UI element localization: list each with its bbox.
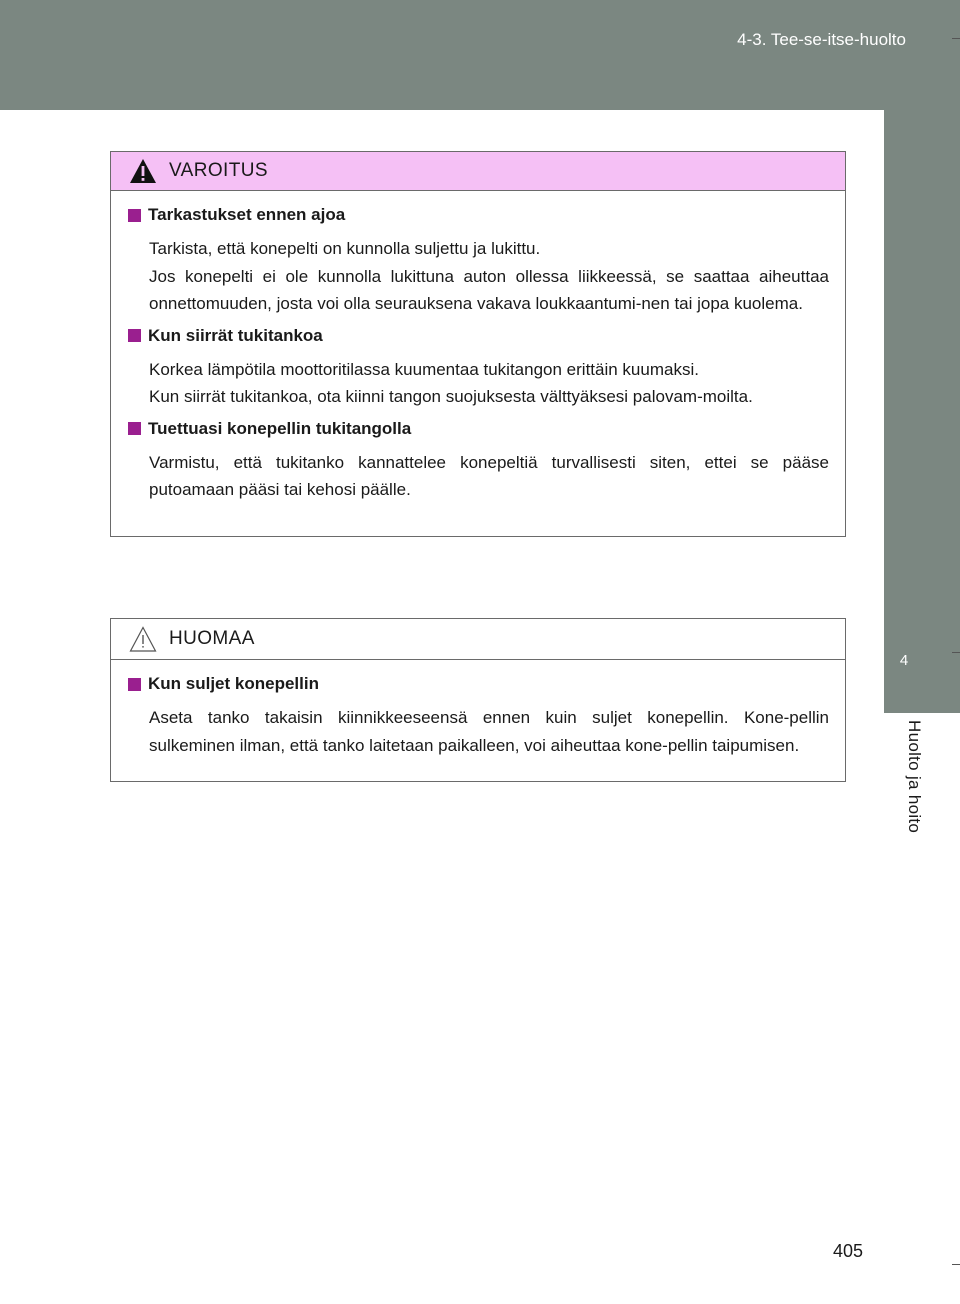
page-number: 405 [833,1241,864,1261]
bullet-square-icon [128,209,141,222]
section-title: 4-3. Tee-se-itse-huolto [737,30,906,49]
item-title: Kun siirrät tukitankoa [148,325,323,345]
item-heading [128,205,829,225]
notice-body [111,660,845,781]
item-heading [128,419,829,439]
warning-box [110,151,846,537]
list-item [128,205,829,318]
notice-header [111,619,845,660]
item-text [149,449,829,504]
crop-mark [952,1264,960,1265]
paragraph: Kun siirrät tukitankoa, ota kiinni tangon suojuksesta välttyäksesi palovam-moilta. [149,387,753,406]
warning-header [111,152,845,191]
list-item [128,326,829,411]
side-tab [884,110,960,713]
list-item [128,674,829,759]
paragraph: Korkea lämpötila moottoritilassa kuumentaa tukitangon erittäin kuumaksi. [149,359,699,379]
header-band [0,0,960,110]
item-title: Tarkastukset ennen ajoa [148,205,346,224]
item-heading [128,326,829,346]
item-heading [128,674,829,694]
side-tab-label: Huolto ja hoito [905,720,924,834]
paragraph: Jos konepelti ei ole kunnolla lukittuna auton ollessa liikkeessä, se saattaa aiheuttaa onnettomuuden, josta voi olla seurauksena vakava loukkaantumi-nen tai jopa kuolema. [149,266,829,313]
side-tab-number: 4 [899,652,909,669]
bullet-square-icon [128,329,141,342]
warning-body [111,191,845,536]
warning-title: VAROITUS [169,160,268,181]
item-title: Kun suljet konepellin [148,674,319,693]
crop-mark [952,652,960,653]
warning-icon [129,158,157,184]
item-text [149,704,829,759]
paragraph: Varmistu, että tukitanko kannattelee konepeltiä turvallisesti siten, ettei se pääse putoamaan pääsi tai kehosi päälle. [149,452,829,499]
notice-box [110,618,846,782]
item-title: Tuettuasi konepellin tukitangolla [148,418,412,438]
item-text [149,235,829,318]
paragraph: Aseta tanko takaisin kiinnikkeeseensä ennen kuin suljet konepellin. Kone-pellin sulkeminen ilman, että tanko laitetaan paikalleen, voi aiheuttaa kone-pellin taipumisen. [149,708,829,755]
notice-title: HUOMAA [169,628,255,649]
item-text [149,356,829,411]
bullet-square-icon [128,422,141,435]
crop-mark [952,38,960,39]
list-item [128,419,829,504]
bullet-square-icon [128,678,141,691]
caution-icon [129,626,157,652]
paragraph: Tarkista, että konepelti on kunnolla suljettu ja lukittu. [149,239,541,258]
